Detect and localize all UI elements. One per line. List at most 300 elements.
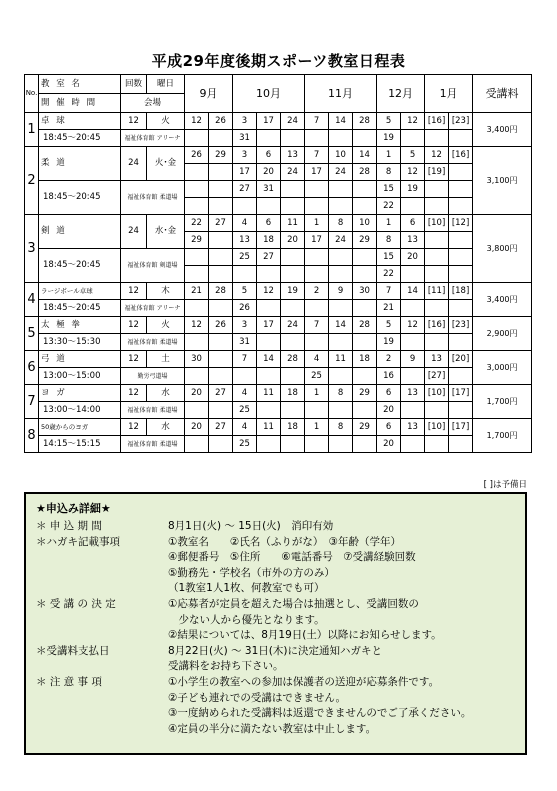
date-cell xyxy=(185,368,209,385)
date-cell: 28 xyxy=(281,351,305,368)
date-cell: 19 xyxy=(281,283,305,300)
date-cell: 4 xyxy=(233,215,257,232)
date-cell: 13 xyxy=(233,232,257,249)
header-venue: 会場 xyxy=(121,94,185,113)
class-day: 火 xyxy=(147,113,185,130)
date-cell: 3 xyxy=(233,147,257,164)
date-cell: 29 xyxy=(209,147,233,164)
class-name: ヨ ガ xyxy=(39,385,121,402)
details-heading: ★申込み詳細★ xyxy=(36,502,111,515)
date-cell xyxy=(449,368,473,385)
date-cell: [16] xyxy=(425,113,449,130)
date-cell xyxy=(185,130,209,147)
date-cell: 20 xyxy=(257,164,281,181)
detail-text: 受講料をお持ち下さい。 xyxy=(168,660,284,673)
date-cell: 24 xyxy=(281,113,305,130)
date-cell: 28 xyxy=(209,283,233,300)
header-row xyxy=(25,75,532,94)
header-no: No. xyxy=(25,75,39,113)
class-name: 太 極 拳 xyxy=(39,317,121,334)
date-cell xyxy=(449,436,473,453)
date-cell: 19 xyxy=(401,181,425,198)
detail-text: （1教室1人1枚、何教室でも可） xyxy=(168,582,325,595)
date-cell: [12] xyxy=(449,215,473,232)
date-cell xyxy=(209,402,233,419)
date-cell: 11 xyxy=(281,215,305,232)
date-cell: 29 xyxy=(353,385,377,402)
date-cell xyxy=(353,198,377,215)
date-cell xyxy=(329,436,353,453)
class-count: 12 xyxy=(121,283,147,300)
class-name: 卓 球 xyxy=(39,113,121,130)
date-cell: 14 xyxy=(329,317,353,334)
class-name: ラージボール卓球 xyxy=(39,283,121,300)
date-cell xyxy=(257,130,281,147)
date-cell xyxy=(257,402,281,419)
date-cell: 21 xyxy=(377,300,401,317)
date-cell xyxy=(425,198,449,215)
date-cell: 25 xyxy=(233,249,257,266)
date-cell xyxy=(449,198,473,215)
date-cell xyxy=(209,164,233,181)
detail-text: ①教室名 ②氏名（ふりがな） ③年齢（学年） xyxy=(168,535,401,548)
date-cell: 14 xyxy=(401,283,425,300)
date-cell: 7 xyxy=(305,113,329,130)
detail-text: ①応募者が定員を超えた場合は抽選とし、受講回数の xyxy=(168,598,419,610)
header-time: 開 催 時 間 xyxy=(39,94,121,113)
date-cell: 27 xyxy=(257,249,281,266)
date-cell: 8 xyxy=(329,419,353,436)
class-day: 水･金 xyxy=(147,215,185,249)
date-cell: 31 xyxy=(233,130,257,147)
date-cell: 7 xyxy=(377,283,401,300)
detail-text: ②子ども連れでの受講はできません。 xyxy=(168,691,347,704)
date-cell xyxy=(353,436,377,453)
date-cell: 10 xyxy=(353,215,377,232)
class-row xyxy=(25,300,532,317)
date-cell xyxy=(209,198,233,215)
class-row xyxy=(25,436,532,453)
date-cell xyxy=(185,164,209,181)
class-fee: 3,400円 xyxy=(473,283,532,317)
class-day: 水 xyxy=(147,385,185,402)
date-cell: 24 xyxy=(281,317,305,334)
date-cell: 4 xyxy=(305,351,329,368)
date-cell: 12 xyxy=(257,283,281,300)
class-day: 火 xyxy=(147,317,185,334)
date-cell xyxy=(449,232,473,249)
date-cell: 22 xyxy=(185,215,209,232)
date-cell xyxy=(185,266,209,283)
date-cell xyxy=(329,300,353,317)
class-name: 50歳からのヨガ xyxy=(39,419,121,436)
class-row xyxy=(25,113,532,130)
date-cell xyxy=(329,181,353,198)
detail-text: 8月1日(火) ～ 15日(火) 消印有効 xyxy=(168,520,334,532)
date-cell: 16 xyxy=(377,368,401,385)
date-cell: 5 xyxy=(377,317,401,334)
date-cell: 11 xyxy=(329,351,353,368)
class-count: 12 xyxy=(121,351,147,368)
class-count: 12 xyxy=(121,317,147,334)
date-cell: 19 xyxy=(377,130,401,147)
date-cell: 20 xyxy=(401,249,425,266)
date-cell: 14 xyxy=(329,113,353,130)
date-cell: 19 xyxy=(377,334,401,351)
class-time: 13:00～14:00 xyxy=(39,402,121,419)
date-cell: [23] xyxy=(449,317,473,334)
date-cell: 17 xyxy=(305,232,329,249)
date-cell xyxy=(209,351,233,368)
class-row xyxy=(25,147,532,164)
date-cell: 9 xyxy=(329,283,353,300)
class-venue: 勤労弓道場 xyxy=(121,368,185,385)
date-cell xyxy=(401,198,425,215)
header-class: 教 室 名 xyxy=(39,75,121,94)
class-name: 剣 道 xyxy=(39,215,121,249)
date-cell: 20 xyxy=(185,385,209,402)
date-cell xyxy=(305,300,329,317)
date-cell xyxy=(305,266,329,283)
date-cell: 5 xyxy=(377,113,401,130)
date-cell: [18] xyxy=(449,283,473,300)
class-row xyxy=(25,419,532,436)
date-cell: [17] xyxy=(449,385,473,402)
class-number: 7 xyxy=(25,385,39,419)
class-fee: 3,400円 xyxy=(473,113,532,147)
date-cell xyxy=(401,368,425,385)
date-cell: 28 xyxy=(353,164,377,181)
class-time: 18:45～20:45 xyxy=(39,181,121,215)
class-fee: 2,900円 xyxy=(473,317,532,351)
class-row xyxy=(25,215,532,232)
date-cell xyxy=(209,300,233,317)
date-cell: 12 xyxy=(185,317,209,334)
class-row xyxy=(25,368,532,385)
header-month: 11月 xyxy=(305,75,377,113)
date-cell xyxy=(185,300,209,317)
header-month: 10月 xyxy=(233,75,305,113)
date-cell xyxy=(329,368,353,385)
date-cell: 12 xyxy=(401,164,425,181)
class-venue: 福祉体育館 柔道場 xyxy=(121,334,185,351)
reserve-day-note: [ ]は予備日 xyxy=(483,480,527,490)
header-fee: 受講料 xyxy=(473,75,532,113)
date-cell xyxy=(449,164,473,181)
date-cell: 20 xyxy=(377,436,401,453)
date-cell: 1 xyxy=(305,215,329,232)
date-cell: 29 xyxy=(353,232,377,249)
date-cell: 20 xyxy=(185,419,209,436)
date-cell xyxy=(185,198,209,215)
date-cell xyxy=(185,402,209,419)
date-cell: 6 xyxy=(257,215,281,232)
date-cell xyxy=(209,334,233,351)
date-cell: 8 xyxy=(329,385,353,402)
detail-label: ＊ 受 講 の 決 定 xyxy=(36,598,116,610)
class-count: 12 xyxy=(121,419,147,436)
class-time: 13:30～15:30 xyxy=(39,334,121,351)
class-number: 1 xyxy=(25,113,39,147)
date-cell xyxy=(281,181,305,198)
date-cell: 11 xyxy=(257,419,281,436)
date-cell: 7 xyxy=(305,147,329,164)
date-cell xyxy=(257,368,281,385)
date-cell: 29 xyxy=(353,419,377,436)
date-cell xyxy=(281,130,305,147)
class-venue: 福祉体育館 剣道場 xyxy=(121,249,185,283)
class-count: 12 xyxy=(121,113,147,130)
date-cell xyxy=(353,181,377,198)
date-cell xyxy=(305,334,329,351)
class-time: 18:45～20:45 xyxy=(39,249,121,283)
detail-text: ④定員の半分に満たない教室は中止します。 xyxy=(168,722,377,735)
date-cell: 24 xyxy=(281,164,305,181)
date-cell: 26 xyxy=(209,113,233,130)
class-number: 6 xyxy=(25,351,39,385)
class-day: 土 xyxy=(147,351,185,368)
class-venue: 福祉体育館 アリーナ xyxy=(121,130,185,147)
class-fee: 1,700円 xyxy=(473,385,532,419)
date-cell: 20 xyxy=(377,402,401,419)
detail-label: ＊ハガキ記載事項 xyxy=(36,535,120,548)
class-row xyxy=(25,283,532,300)
date-cell: 2 xyxy=(305,283,329,300)
date-cell: 25 xyxy=(233,436,257,453)
date-cell: [23] xyxy=(449,113,473,130)
class-venue: 福祉体育館 柔道場 xyxy=(121,402,185,419)
date-cell xyxy=(353,266,377,283)
date-cell xyxy=(305,181,329,198)
date-cell: [10] xyxy=(425,215,449,232)
date-cell xyxy=(281,266,305,283)
date-cell xyxy=(281,198,305,215)
date-cell xyxy=(281,334,305,351)
application-details xyxy=(24,492,527,755)
class-day: 木 xyxy=(147,283,185,300)
date-cell: 12 xyxy=(401,317,425,334)
date-cell: 6 xyxy=(377,385,401,402)
date-cell: 13 xyxy=(401,419,425,436)
date-cell: 2 xyxy=(377,351,401,368)
class-row xyxy=(25,317,532,334)
date-cell xyxy=(449,334,473,351)
date-cell xyxy=(353,402,377,419)
date-cell: 5 xyxy=(233,283,257,300)
date-cell: 24 xyxy=(329,164,353,181)
detail-text: ⑤勤務先・学校名（市外の方のみ） xyxy=(168,566,335,579)
date-cell xyxy=(329,402,353,419)
date-cell xyxy=(209,266,233,283)
detail-text: 少ない人から優先となります。 xyxy=(168,613,325,626)
date-cell: 9 xyxy=(401,351,425,368)
date-cell: 27 xyxy=(209,385,233,402)
date-cell: 31 xyxy=(257,181,281,198)
date-cell xyxy=(425,300,449,317)
date-cell: 14 xyxy=(257,351,281,368)
date-cell: 8 xyxy=(329,215,353,232)
date-cell xyxy=(329,198,353,215)
date-cell: 8 xyxy=(377,232,401,249)
date-cell: 21 xyxy=(185,283,209,300)
detail-text: ③一度納められた受講料は返還できませんのでご了承ください。 xyxy=(168,707,472,720)
date-cell: 28 xyxy=(353,113,377,130)
date-cell: 22 xyxy=(377,198,401,215)
class-name: 弓 道 xyxy=(39,351,121,368)
date-cell xyxy=(305,249,329,266)
date-cell xyxy=(209,249,233,266)
date-cell xyxy=(401,266,425,283)
class-number: 8 xyxy=(25,419,39,453)
date-cell: 6 xyxy=(257,147,281,164)
date-cell: [16] xyxy=(449,147,473,164)
class-number: 2 xyxy=(25,147,39,215)
detail-text: ④郵便番号 ⑤住所 ⑥電話番号 ⑦受講経験回数 xyxy=(168,551,416,564)
date-cell: 12 xyxy=(401,113,425,130)
date-cell xyxy=(425,266,449,283)
class-time: 13:00～15:00 xyxy=(39,368,121,385)
date-cell xyxy=(185,181,209,198)
date-cell xyxy=(449,181,473,198)
date-cell: 31 xyxy=(233,334,257,351)
date-cell: 18 xyxy=(281,419,305,436)
date-cell: 18 xyxy=(257,232,281,249)
date-cell: 13 xyxy=(401,232,425,249)
date-cell: 27 xyxy=(209,419,233,436)
date-cell: [16] xyxy=(425,317,449,334)
class-number: 5 xyxy=(25,317,39,351)
date-cell: 18 xyxy=(281,385,305,402)
class-name: 柔 道 xyxy=(39,147,121,181)
class-fee: 1,700円 xyxy=(473,419,532,453)
date-cell: 10 xyxy=(329,147,353,164)
date-cell: 14 xyxy=(353,147,377,164)
date-cell xyxy=(449,130,473,147)
page-title: 平成29年度後期スポーツ教室日程表 xyxy=(151,52,406,70)
date-cell xyxy=(329,249,353,266)
date-cell: [10] xyxy=(425,385,449,402)
date-cell: 27 xyxy=(209,215,233,232)
date-cell xyxy=(329,266,353,283)
date-cell xyxy=(257,198,281,215)
date-cell xyxy=(449,266,473,283)
date-cell xyxy=(449,300,473,317)
date-cell: 30 xyxy=(353,283,377,300)
date-cell: 30 xyxy=(185,351,209,368)
date-cell xyxy=(425,249,449,266)
date-cell xyxy=(425,232,449,249)
date-cell: 1 xyxy=(305,385,329,402)
date-cell: 6 xyxy=(401,215,425,232)
date-cell xyxy=(209,436,233,453)
date-cell xyxy=(305,198,329,215)
date-cell: 15 xyxy=(377,181,401,198)
date-cell: 6 xyxy=(377,419,401,436)
date-cell xyxy=(401,334,425,351)
header-month: 12月 xyxy=(377,75,425,113)
class-number: 4 xyxy=(25,283,39,317)
date-cell: 26 xyxy=(209,317,233,334)
date-cell: 27 xyxy=(233,181,257,198)
date-cell: [11] xyxy=(425,283,449,300)
date-cell: 8 xyxy=(377,164,401,181)
date-cell xyxy=(425,334,449,351)
date-cell: 22 xyxy=(377,266,401,283)
date-cell: 26 xyxy=(185,147,209,164)
date-cell: 13 xyxy=(401,385,425,402)
class-row xyxy=(25,181,532,198)
date-cell xyxy=(209,232,233,249)
date-cell xyxy=(257,436,281,453)
class-time: 18:45～20:45 xyxy=(39,130,121,147)
date-cell xyxy=(425,436,449,453)
header-day: 曜日 xyxy=(147,75,185,94)
class-row xyxy=(25,402,532,419)
date-cell xyxy=(185,436,209,453)
date-cell xyxy=(353,130,377,147)
date-cell: 5 xyxy=(401,147,425,164)
date-cell: 12 xyxy=(185,113,209,130)
date-cell xyxy=(281,436,305,453)
date-cell: 1 xyxy=(377,147,401,164)
date-cell xyxy=(353,249,377,266)
class-time: 18:45～20:45 xyxy=(39,300,121,317)
date-cell: 12 xyxy=(425,147,449,164)
date-cell xyxy=(449,249,473,266)
date-cell xyxy=(401,436,425,453)
date-cell: 24 xyxy=(329,232,353,249)
date-cell xyxy=(209,130,233,147)
date-cell xyxy=(353,334,377,351)
detail-text: 8月22日(火) ～ 31日(木)に決定通知ハガキと xyxy=(168,644,382,657)
class-venue: 福祉体育館 柔道場 xyxy=(121,436,185,453)
date-cell: 28 xyxy=(353,317,377,334)
class-day: 火･金 xyxy=(147,147,185,181)
date-cell: 25 xyxy=(233,402,257,419)
date-cell: 1 xyxy=(377,215,401,232)
date-cell: 20 xyxy=(281,232,305,249)
class-count: 24 xyxy=(121,147,147,181)
date-cell xyxy=(185,334,209,351)
date-cell xyxy=(353,368,377,385)
date-cell xyxy=(329,334,353,351)
date-cell: 4 xyxy=(233,385,257,402)
class-fee: 3,800円 xyxy=(473,215,532,283)
date-cell xyxy=(401,300,425,317)
date-cell xyxy=(425,402,449,419)
class-row xyxy=(25,334,532,351)
date-cell xyxy=(209,181,233,198)
schedule-table xyxy=(24,74,532,453)
date-cell: 17 xyxy=(233,164,257,181)
date-cell: 25 xyxy=(305,368,329,385)
date-cell: 17 xyxy=(257,317,281,334)
class-row xyxy=(25,130,532,147)
date-cell: 26 xyxy=(233,300,257,317)
detail-text: ②結果については、8月19日(土）以降にお知らせします。 xyxy=(168,629,442,642)
date-cell xyxy=(185,249,209,266)
date-cell: 15 xyxy=(377,249,401,266)
class-row xyxy=(25,385,532,402)
date-cell xyxy=(257,266,281,283)
class-day: 水 xyxy=(147,419,185,436)
date-cell xyxy=(281,368,305,385)
date-cell: 7 xyxy=(305,317,329,334)
class-fee: 3,000円 xyxy=(473,351,532,385)
date-cell: 3 xyxy=(233,317,257,334)
date-cell xyxy=(305,130,329,147)
date-cell: [19] xyxy=(425,164,449,181)
